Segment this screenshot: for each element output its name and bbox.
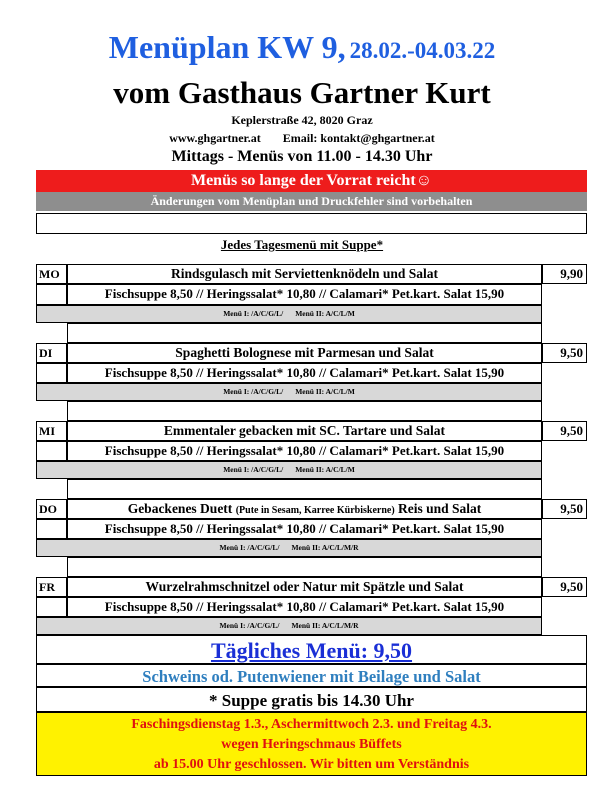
title-dates: 28.02.-04.03.22 bbox=[349, 38, 496, 63]
day-code-di: DI bbox=[36, 343, 67, 363]
extras-do: Fischsuppe 8,50 // Heringssalat* 10,80 // Calamari* Pet.kart. Salat 15,90 bbox=[67, 519, 542, 539]
price-di: 9,50 bbox=[542, 343, 587, 363]
daily-menu-text: Schweins od. Putenwiener mit Beilage und Salat bbox=[36, 664, 587, 687]
day-code-mo: MO bbox=[36, 264, 67, 284]
soup-note: * Suppe gratis bis 14.30 Uhr bbox=[36, 687, 587, 712]
website-link[interactable]: www.ghgartner.at bbox=[169, 131, 261, 145]
allergens-do bbox=[36, 539, 542, 557]
contact-line bbox=[0, 130, 604, 146]
dish-do-name: Gebackenes Duett bbox=[127, 501, 233, 516]
allergen-menu-1: Menü I: /A/C/G/L/ bbox=[219, 543, 280, 552]
empty-row bbox=[36, 213, 587, 234]
dish-mo: Rindsgulasch mit Serviettenknödeln und Salat bbox=[67, 264, 542, 284]
allergen-menu-1: Menü I: /A/C/G/L/ bbox=[223, 465, 284, 474]
extras-mi: Fischsuppe 8,50 // Heringssalat* 10,80 // Calamari* Pet.kart. Salat 15,90 bbox=[67, 441, 542, 461]
address: Keplerstraße 42, 8020 Graz bbox=[231, 113, 373, 127]
price-fr: 9,50 bbox=[542, 577, 587, 597]
allergens-mo bbox=[36, 305, 542, 323]
extras-di: Fischsuppe 8,50 // Heringssalat* 10,80 // Calamari* Pet.kart. Salat 15,90 bbox=[67, 363, 542, 383]
dish-di: Spaghetti Bolognese mit Parmesan und Salat bbox=[67, 343, 542, 363]
closure-notice bbox=[36, 712, 587, 776]
page-title bbox=[0, 27, 604, 67]
day-code-mi: MI bbox=[36, 421, 67, 441]
allergen-menu-1: Menü I: /A/C/G/L/ bbox=[223, 387, 284, 396]
day-spacer bbox=[36, 284, 67, 305]
allergen-menu-2: Menü II: A/C/L/M bbox=[295, 309, 355, 318]
opening-hours: Mittags - Menüs von 11.00 - 14.30 Uhr bbox=[171, 148, 433, 165]
email-link[interactable]: Email: kontakt@ghgartner.at bbox=[282, 131, 435, 145]
empty-line bbox=[67, 401, 542, 421]
day-code-do: DO bbox=[36, 499, 67, 519]
day-spacer bbox=[36, 441, 67, 461]
day-spacer bbox=[36, 519, 67, 539]
allergen-menu-2: Menü II: A/C/L/M/R bbox=[291, 543, 359, 552]
price-mi: 9,50 bbox=[542, 421, 587, 441]
closure-line-1: Faschingsdienstag 1.3., Aschermittwoch 2.3. und Freitag 4.3. bbox=[131, 717, 492, 732]
dish-do-note: (Pute in Sesam, Karree Kürbiskerne) bbox=[235, 505, 395, 516]
closure-line-3: ab 15.00 Uhr geschlossen. Wir bitten um Verständnis bbox=[153, 757, 470, 772]
dish-fr: Wurzelrahmschnitzel oder Natur mit Spätzle und Salat bbox=[67, 577, 542, 597]
empty-line bbox=[67, 323, 542, 343]
dish-do bbox=[67, 499, 542, 519]
tagesmenue-note: Jedes Tagesmenü mit Suppe* bbox=[220, 237, 384, 252]
restaurant-name: vom Gasthaus Gartner Kurt bbox=[113, 75, 491, 110]
allergen-menu-1: Menü I: /A/C/G/L/ bbox=[219, 621, 280, 630]
empty-line bbox=[67, 479, 542, 499]
dish-mi: Emmentaler gebacken mit SC. Tartare und Salat bbox=[67, 421, 542, 441]
empty-line bbox=[67, 557, 542, 577]
availability-notice: Menüs so lange der Vorrat reicht☺ bbox=[36, 170, 587, 192]
price-mo: 9,90 bbox=[542, 264, 587, 284]
allergens-fr bbox=[36, 617, 542, 635]
changes-disclaimer: Änderungen vom Menüplan und Druckfehler sind vorbehalten bbox=[36, 192, 587, 211]
allergen-menu-2: Menü II: A/C/L/M bbox=[295, 387, 355, 396]
day-spacer bbox=[36, 363, 67, 383]
allergens-di bbox=[36, 383, 542, 401]
allergen-menu-1: Menü I: /A/C/G/L/ bbox=[223, 309, 284, 318]
title-main: Menüplan KW 9, bbox=[108, 29, 346, 65]
dish-do-side: Reis und Salat bbox=[398, 501, 482, 516]
day-code-fr: FR bbox=[36, 577, 67, 597]
allergens-mi bbox=[36, 461, 542, 479]
day-spacer bbox=[36, 597, 67, 617]
price-do: 9,50 bbox=[542, 499, 587, 519]
extras-fr: Fischsuppe 8,50 // Heringssalat* 10,80 // Calamari* Pet.kart. Salat 15,90 bbox=[67, 597, 542, 617]
daily-menu-title bbox=[36, 635, 587, 664]
extras-mo: Fischsuppe 8,50 // Heringssalat* 10,80 // Calamari* Pet.kart. Salat 15,90 bbox=[67, 284, 542, 305]
allergen-menu-2: Menü II: A/C/L/M bbox=[295, 465, 355, 474]
closure-line-2: wegen Heringschmaus Büffets bbox=[221, 737, 402, 752]
allergen-menu-2: Menü II: A/C/L/M/R bbox=[291, 621, 359, 630]
daily-menu-title-text: Tägliches Menü: 9,50 bbox=[210, 638, 413, 663]
